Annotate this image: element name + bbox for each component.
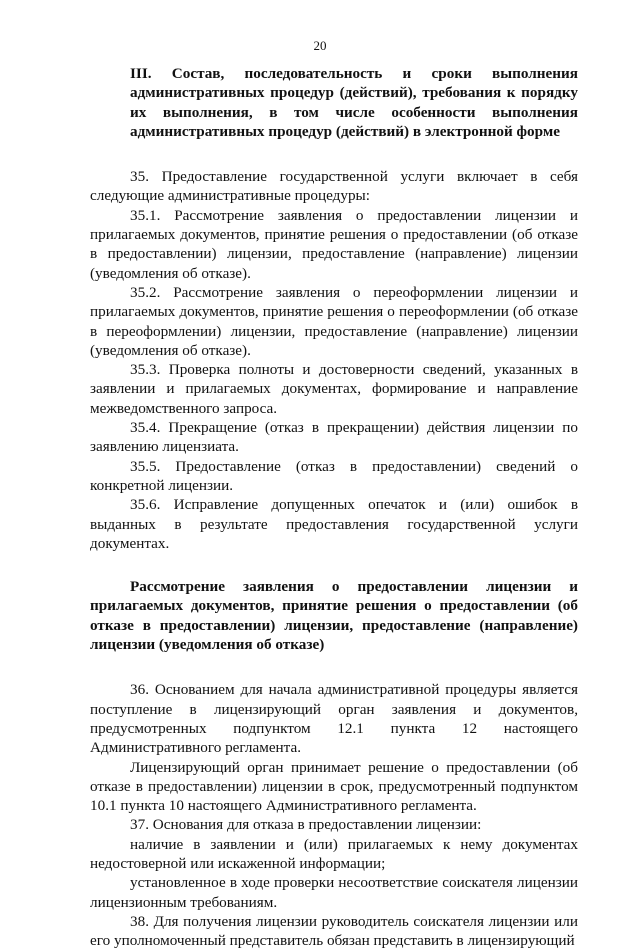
- paragraph-38: 38. Для получения лицензии руководитель соискателя лицензии или его уполномоченный представитель обязан представить в лицензирующий: [90, 912, 578, 950]
- section-heading: III. Состав, последовательность и сроки выполнения административных процедур (действий), требования к порядку их выполнения, в том числе особенности выполнения административных процедур (действий) в электронной форме: [130, 65, 578, 140]
- page-number: 20: [313, 38, 327, 53]
- paragraph-35-1: 35.1. Рассмотрение заявления о предоставлении лицензии и прилагаемых документов, принятие решения о предоставлении (об отказе в предоставлении) лицензии, предоставление (направление) лицензии (уведомления об отказе).: [90, 206, 578, 282]
- paragraph-37: 37. Основания для отказа в предоставлении лицензии:: [130, 816, 482, 834]
- paragraph-36-decision: Лицензирующий орган принимает решение о предоставлении (об отказе в предоставлении) лицензии в срок, предусмотренный подпунктом 10.1 пункта 10 настоящего Административного регламента.: [90, 758, 578, 815]
- paragraph-36: 36. Основанием для начала административной процедуры является поступление в лицензирующий орган заявления и документов, предусмотренных подпунктом 12.1 пункта 12 настоящего Административного регламента.: [90, 681, 578, 757]
- paragraph-37-reason-1: наличие в заявлении и (или) прилагаемых к нему документах недостоверной или искаженной информации;: [90, 835, 578, 872]
- paragraph-35-2: 35.2. Рассмотрение заявления о переоформлении лицензии и прилагаемых документов, принятие решения о переоформлении (об отказе в переоформлении) лицензии, предоставление (направление) лицензии (уведомления об отказе).: [90, 283, 578, 359]
- paragraph-35-6: 35.6. Исправление допущенных опечаток и (или) ошибок в выданных в результате предоставления государственной услуги документах.: [90, 496, 578, 552]
- subsection-heading: Рассмотрение заявления о предоставлении лицензии и прилагаемых документов, принятие решения о предоставлении (об отказе в предоставлении) лицензии, предоставление (направление) лицензии (уведомления об отказе): [90, 578, 578, 654]
- procedure-description: [90, 680, 578, 950]
- paragraph-35-5: 35.5. Предоставление (отказ в предоставлении) сведений о конкретной лицензии.: [90, 457, 578, 494]
- page-content: [90, 64, 578, 950]
- paragraph-35: 35. Предоставление государственной услуги включает в себя следующие административные процедуры:: [90, 168, 578, 205]
- paragraph-35-3: 35.3. Проверка полноты и достоверности сведений, указанных в заявлении и прилагаемых документах, формирование и направление межведомственного запроса.: [90, 361, 578, 417]
- procedures-list: [90, 167, 578, 553]
- paragraph-35-4: 35.4. Прекращение (отказ в прекращении) действия лицензии по заявлению лицензиата.: [90, 419, 578, 456]
- paragraph-37-reason-2: установленное в ходе проверки несоответствие соискателя лицензии лицензионным требованиям.: [90, 874, 578, 911]
